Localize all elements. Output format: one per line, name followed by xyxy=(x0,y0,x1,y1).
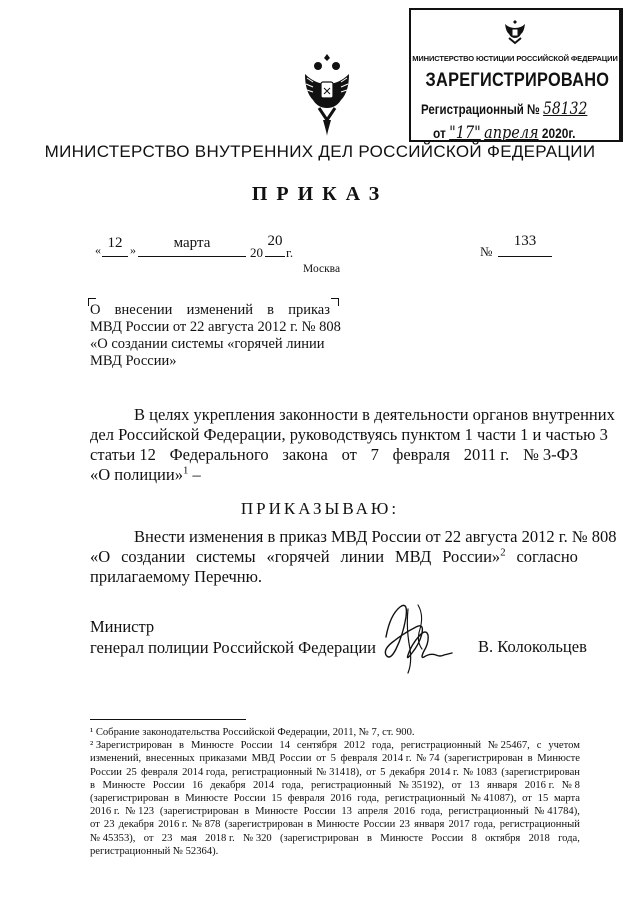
preamble-line-1: В целях укрепления законности в деятельности органов внутренних xyxy=(134,405,615,424)
city: Москва xyxy=(303,263,341,275)
stamp-regno-value: 58132 xyxy=(543,99,588,119)
signer-position-1: Министр xyxy=(90,617,155,636)
stamp-registration-number xyxy=(421,99,587,119)
footnotes xyxy=(90,726,580,858)
footnote-1: ¹ Собрание законодательства Российской Федерации, 2011, № 7, ст. 900. xyxy=(90,727,415,738)
date-year-suffix: 20 xyxy=(265,232,285,257)
stamp-date-day: "17" xyxy=(449,123,481,143)
signer-name: В. Колокольцев xyxy=(478,637,587,656)
date-day: 12 xyxy=(102,234,128,257)
handwritten-signature-icon xyxy=(378,597,462,677)
ministry-title: МИНИСТЕРСТВО ВНУТРЕННИХ ДЕЛ РОССИЙСКОЙ ФЕДЕРАЦИИ xyxy=(44,142,596,161)
order-line-2: «О создании системы «горячей линии МВД России»$^2$ согласно xyxy=(90,546,578,566)
stamp-date xyxy=(433,123,575,143)
stamp-status: ЗАРЕГИСТРИРОВАНО xyxy=(425,70,610,91)
footnote-separator xyxy=(90,719,246,720)
order-line-1: Внести изменения в приказ МВД России от 22 августа 2012 г. № 808 xyxy=(134,527,617,546)
preamble-paragraph xyxy=(90,405,615,485)
stamp-date-from: от xyxy=(433,125,446,141)
footnote-2-line-4: в Минюсте России 16 декабря 2014 года, регистрационный № 35192), от 13 января 2016 г. № 8 xyxy=(90,779,580,791)
footnote-2-line-1: ² Зарегистрирован в Минюсте России 14 сентября 2012 года, регистрационный № 25467, с учетом xyxy=(90,740,580,752)
caption-line-1: О внесении изменений в приказ xyxy=(90,302,330,318)
preamble-line-4: «О полиции»$^1$ – xyxy=(90,464,201,484)
date-year-prefix: 20 xyxy=(250,245,263,260)
stamp-ministry: МИНИСТЕРСТВО ЮСТИЦИИ РОССИЙСКОЙ ФЕДЕРАЦИИ xyxy=(412,54,618,63)
date-year-unit: г. xyxy=(286,245,294,260)
preamble-line-2: дел Российской Федерации, руководствуясь пунктом 1 части 1 и частью 3 xyxy=(90,425,608,444)
order-paragraph xyxy=(90,527,617,587)
stamp-regno-label: Регистрационный № xyxy=(421,101,540,117)
date-quote-open: « xyxy=(95,243,101,257)
footnote-ref-2: 2 xyxy=(500,546,506,559)
footnote-2-line-7: от 23 декабря 2016 г. № 878 (зарегистрирован в Минюсте России 23 января 2017 года, регистрационный xyxy=(90,819,580,831)
caption-line-2: МВД России от 22 августа 2012 г. № 808 xyxy=(90,319,341,335)
footnote-2-line-6: 2016 г. № 123 (зарегистрирован в Минюсте России 13 апреля 2016 года, регистрационный № 41784), xyxy=(90,806,580,818)
double-headed-eagle-icon xyxy=(303,52,351,138)
order-caption xyxy=(90,302,350,370)
footnote-ref-1: 1 xyxy=(182,464,189,477)
signer-position xyxy=(90,616,376,658)
footnote-2-line-2: изменений, внесенных приказами МВД России от 5 февраля 2014 г. № 74 (зарегистрирован в Минюсте xyxy=(90,753,580,765)
document-type-title: ПРИКАЗ xyxy=(251,183,389,205)
stamp-date-year: 2020 xyxy=(541,125,569,141)
footnote-2-line-9: регистрационный № 52364). xyxy=(90,845,219,857)
date-month: марта xyxy=(138,234,246,257)
order-number-label: № xyxy=(480,244,493,259)
order-number: 133 xyxy=(498,232,552,257)
stamp-eagle-emblem-icon xyxy=(500,16,530,46)
footnote-2-line-3: России 25 февраля 2014 года, регистрационный № 31418), от 5 декабря 2014 г. № 1083 (зарегистрирован xyxy=(90,766,580,778)
caption-line-3: «О создании системы «горячей линии xyxy=(90,336,325,352)
caption-line-4: МВД России» xyxy=(90,353,177,369)
signer-position-2: генерал полиции Российской Федерации xyxy=(90,638,377,657)
registration-stamp xyxy=(409,8,623,142)
stamp-date-month: апреля xyxy=(484,123,539,143)
footnote-2-line-8: № 45353), от 23 мая 2018 г. № 320 (зарегистрирован в Минюсте России 8 октября 2018 года, xyxy=(90,832,580,844)
date-quote-close: » xyxy=(130,243,136,257)
stamp-date-suffix: г. xyxy=(568,125,576,141)
footnote-2-line-5: (зарегистрирован в Минюсте России 15 февраля 2016 года, регистрационный № 41087), от 15 марта xyxy=(90,793,580,805)
order-verb: ПРИКАЗЫВАЮ: xyxy=(240,499,400,518)
preamble-line-3: статьи 12 Федерального закона от 7 февраля 2011 г. № 3-ФЗ xyxy=(90,445,578,464)
order-line-3: прилагаемому Перечню. xyxy=(90,567,263,586)
